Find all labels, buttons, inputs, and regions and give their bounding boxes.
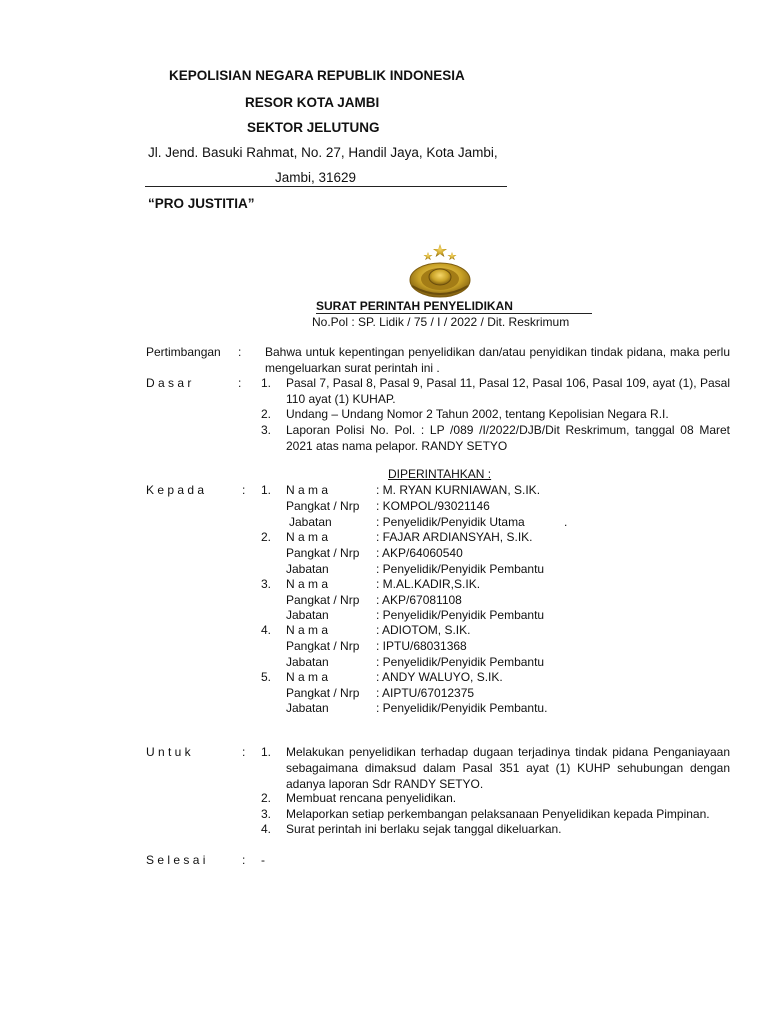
person-position-label: Jabatan (286, 701, 329, 715)
kepada-label: K e p a d a (146, 483, 205, 497)
person-position: : Penyelidik/Penyidik Pembantu (376, 562, 545, 576)
dasar-item-number: 3. (261, 423, 272, 437)
document-number: No.Pol : SP. Lidik / 75 / I / 2022 / Dit. Reskrimum (312, 315, 570, 329)
person-name-label: N a m a (286, 670, 329, 684)
person-rank-label: Pangkat / Nrp (286, 593, 360, 607)
person-position: : Penyelidik/Penyidik Pembantu (376, 655, 545, 669)
person-rank-label: Pangkat / Nrp (286, 639, 360, 653)
dasar-item-text: Laporan Polisi No. Pol. : LP /089 /I/2022/DJB/Dit Reskrimum, tanggal 08 Maret 2021 atas nama pelapor. RANDY SETYO (286, 423, 730, 453)
person-name-label: N a m a (286, 530, 329, 544)
dasar-item-text: Pasal 7, Pasal 8, Pasal 9, Pasal 11, Pasal 12, Pasal 106, Pasal 109, ayat (1), Pasal 110 ayat (1) KUHAP. (286, 376, 730, 406)
diperintahkan-heading: DIPERINTAHKAN : (388, 467, 492, 481)
person-number: 3. (261, 577, 272, 591)
person-name: : FAJAR ARDIANSYAH, S.IK. (376, 530, 533, 544)
person-rank: : AKP/67081108 (376, 593, 462, 607)
untuk-item-number: 4. (261, 822, 272, 836)
untuk-item-text: Melaporkan setiap perkembangan pelaksanaan Penyelidikan kepada Pimpinan. (286, 807, 710, 821)
selesai-value: - (261, 853, 265, 867)
person-position-trailing-dot: . (564, 515, 568, 529)
person-name: : ANDY WALUYO, S.IK. (376, 670, 503, 684)
person-rank: : AKP/64060540 (376, 546, 463, 560)
person-number: 4. (261, 623, 272, 637)
pertimbangan-text: Bahwa untuk kepentingan penyelidikan dan/atau penyidikan tindak pidana, maka perlu mengeluarkan surat perintah ini . (265, 345, 730, 375)
header-address-line2: Jambi, 31629 (275, 170, 357, 185)
document-title: SURAT PERINTAH PENYELIDIKAN (316, 299, 513, 313)
police-emblem-icon (404, 242, 476, 300)
person-position: : Penyelidik/Penyidik Utama (376, 515, 525, 529)
header-sector: SEKTOR JELUTUNG (247, 120, 380, 135)
person-rank-label: Pangkat / Nrp (286, 546, 360, 560)
untuk-item-number: 1. (261, 745, 272, 759)
person-position: : Penyelidik/Penyidik Pembantu. (376, 701, 548, 715)
pro-justitia: “PRO JUSTITIA” (148, 196, 255, 211)
untuk-label: U n t u k (146, 745, 191, 759)
pertimbangan-label: Pertimbangan (146, 345, 221, 359)
dasar-item-number: 2. (261, 407, 272, 421)
person-number: 1. (261, 483, 272, 497)
person-rank: : IPTU/68031368 (376, 639, 467, 653)
dasar-item-text: Undang – Undang Nomor 2 Tahun 2002, tentang Kepolisian Negara R.I. (286, 407, 669, 421)
person-name: : M. RYAN KURNIAWAN, S.IK. (376, 483, 541, 497)
person-name-label: N a m a (286, 577, 329, 591)
person-number: 5. (261, 670, 272, 684)
person-rank-label: Pangkat / Nrp (286, 686, 360, 700)
person-position-label: Jabatan (286, 562, 329, 576)
untuk-item-number: 2. (261, 791, 272, 805)
header-address-line1: Jl. Jend. Basuki Rahmat, No. 27, Handil Jaya, Kota Jambi, (148, 145, 498, 160)
person-position-label: Jabatan (286, 608, 329, 622)
header-institution: KEPOLISIAN NEGARA REPUBLIK INDONESIA (169, 68, 465, 83)
person-name: : M.AL.KADIR,S.IK. (376, 577, 481, 591)
selesai-label: S e l e s a i (146, 853, 206, 867)
person-rank: : AIPTU/67012375 (376, 686, 475, 700)
person-position-label: Jabatan (289, 515, 332, 529)
person-name-label: N a m a (286, 623, 329, 637)
person-position: : Penyelidik/Penyidik Pembantu (376, 608, 545, 622)
header-resort: RESOR KOTA JAMBI (245, 95, 380, 110)
untuk-item-text: Melakukan penyelidikan terhadap dugaan terjadinya tindak pidana Penganiayaan sebagaimana dimaksud dalam Pasal 351 ayat (1) KUHP sehubungan dengan adanya laporan Sdr RANDY SETYO. (286, 745, 730, 791)
header-divider (145, 186, 507, 187)
person-name: : ADIOTOM, S.IK. (376, 623, 471, 637)
untuk-item-text: Membuat rencana penyelidikan. (286, 791, 457, 805)
dasar-label: D a s a r (146, 376, 192, 390)
person-number: 2. (261, 530, 272, 544)
person-name-label: N a m a (286, 483, 329, 497)
person-rank-label: Pangkat / Nrp (286, 499, 360, 513)
selesai-colon: : (242, 853, 246, 867)
untuk-item-number: 3. (261, 807, 272, 821)
untuk-colon: : (242, 745, 246, 759)
untuk-item-text: Surat perintah ini berlaku sejak tanggal dikeluarkan. (286, 822, 562, 836)
dasar-colon: : (238, 376, 242, 390)
person-position-label: Jabatan (286, 655, 329, 669)
dasar-item-number: 1. (261, 376, 272, 390)
kepada-colon: : (242, 483, 246, 497)
pertimbangan-colon: : (238, 345, 242, 359)
person-rank: : KOMPOL/93021146 (376, 499, 490, 513)
